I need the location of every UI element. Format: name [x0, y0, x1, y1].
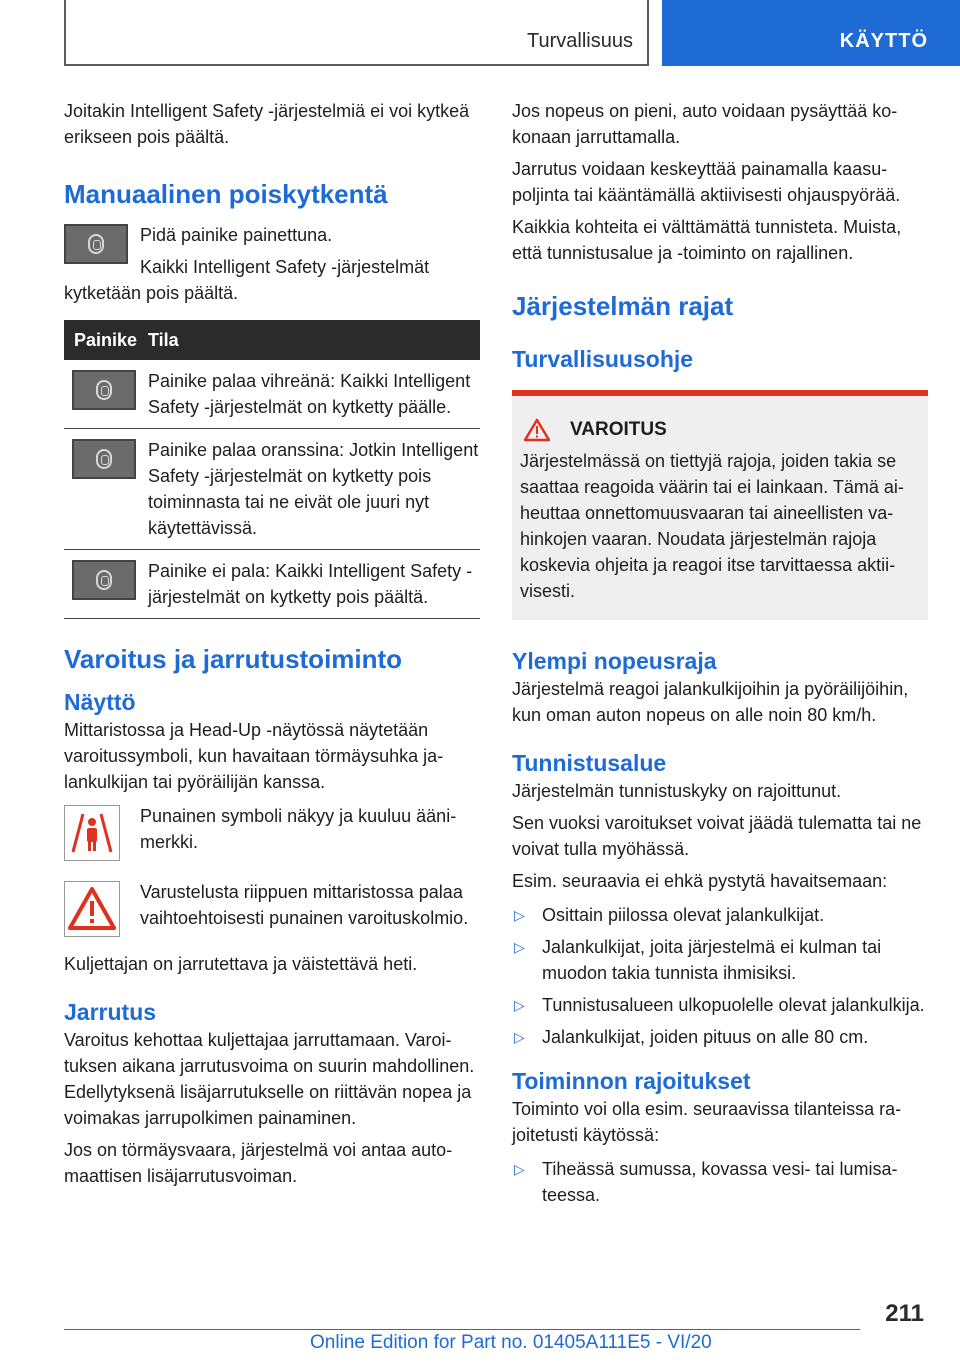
triangle-symbol-row	[64, 879, 480, 937]
right-column	[512, 98, 928, 1214]
table-row	[64, 360, 480, 429]
list-item: ▷ Osittain piilossa olevat jalankulkijat.	[512, 902, 928, 928]
header-section-title: Turvallisuus	[527, 30, 633, 52]
manual-heading: Manuaalinen poiskytkentä	[64, 179, 388, 209]
range-paragraph-2: Sen vuoksi varoitukset voivat jäädä tulematta tai ne voivat tulla myöhässä.	[512, 813, 922, 859]
pedestrian-symbol-row	[64, 803, 480, 861]
manual-line1: Pidä painike painettuna.	[140, 225, 333, 245]
table-cell-state: Painike palaa oranssina: Jotkin Intelligent Safety -järjestelmät on kytketty pois toiminnasta tai ne eivät ole juuri nyt käytettävissä.	[148, 429, 480, 550]
warning-triangle-icon	[64, 881, 120, 937]
button-green-icon	[72, 370, 136, 410]
triangle-right-icon: ▷	[514, 997, 525, 1013]
triangle-right-icon: ▷	[514, 1029, 525, 1045]
range-list	[512, 902, 928, 1050]
list-item: ▷ Jalankulkijat, joita järjestelmä ei kulman tai muodon takia tunnista ihmisiksi.	[512, 934, 928, 986]
warning-callout	[512, 390, 928, 620]
list-item: ▷ Jalankulkijat, joiden pituus on alle 80 cm.	[512, 1024, 928, 1050]
manual-line2: Kaikki Intelligent Safety -järjestelmät kytketään pois päältä.	[64, 257, 430, 303]
footer-rule	[64, 1329, 860, 1330]
footer-edition: Online Edition for Part no. 01405A111E5 - VI/20	[310, 1332, 712, 1353]
intro-paragraph: Joitakin Intelligent Safety -järjestelmiä ei voi kytkeä erikseen pois päältä.	[64, 101, 470, 147]
limits-heading: Järjestelmän rajat	[512, 291, 734, 321]
button-state-table	[64, 320, 480, 619]
low-speed-paragraph: Jos nopeus on pieni, auto voidaan pysäyttää kokonaan jarruttamalla.	[512, 101, 898, 147]
warning-title: VAROITUS	[570, 419, 667, 440]
header-chapter-title: KÄYTTÖ	[839, 30, 928, 52]
warning-brake-heading: Varoitus ja jarrutustoiminto	[64, 644, 403, 674]
list-item: ▷ Tunnistusalueen ulkopuolelle olevat jalankulkija.	[512, 992, 928, 1018]
symbol1-text: Punainen symboli näkyy ja kuuluu äänimerkki.	[140, 806, 457, 852]
brake-heading: Jarrutus	[64, 999, 157, 1025]
table-header-state: Tila	[148, 320, 480, 360]
button-off-icon	[72, 560, 136, 600]
header-chapter-tab	[662, 0, 960, 66]
manual-block	[64, 222, 480, 306]
driver-paragraph: Kuljettajan on jarrutettava ja väistettävä heti.	[64, 954, 418, 974]
symbol2-text: Varustelusta riippuen mittaristossa palaa vaihtoehtoisesti punainen varoituskolmio.	[140, 882, 469, 928]
warning-triangle-icon	[524, 418, 550, 442]
range-paragraph-3: Esim. seuraavia ei ehkä pystytä havaitsemaan:	[512, 871, 888, 891]
range-heading: Tunnistusalue	[512, 750, 667, 776]
speed-heading: Ylempi nopeusraja	[512, 648, 717, 674]
table-row	[64, 429, 480, 550]
triangle-right-icon: ▷	[514, 907, 525, 923]
display-paragraph: Mittaristossa ja Head-Up -näytössä näytetään varoitussymboli, kun havaitaan törmäysuhka jalankulkijan tai pyöräilijän kanssa.	[64, 720, 444, 792]
limit-list	[512, 1156, 928, 1208]
interrupt-paragraph: Jarrutus voidaan keskeyttää painamalla kaasupoljinta tai kääntämällä aktiivisesti ohjauspyörää.	[512, 159, 901, 205]
objects-paragraph: Kaikkia kohteita ei välttämättä tunnisteta. Muista, että tunnistusalue ja -toiminto on rajallinen.	[512, 217, 902, 263]
brake-paragraph-2: Jos on törmäysvaara, järjestelmä voi antaa automaattisen lisäjarrutusvoiman.	[64, 1140, 453, 1186]
triangle-right-icon: ▷	[514, 1161, 525, 1177]
safety-heading: Turvallisuusohje	[512, 346, 694, 372]
page-number: 211	[885, 1300, 924, 1327]
triangle-right-icon: ▷	[514, 939, 525, 955]
limit-heading: Toiminnon rajoitukset	[512, 1068, 751, 1094]
header-section-box	[64, 0, 649, 66]
table-header-button: Painike	[64, 320, 148, 360]
brake-paragraph-1: Varoitus kehottaa kuljettajaa jarruttamaan. Varoituksen aikana jarrutusvoima on suurin mahdollinen. Edellytyksenä lisäjarrutukselle on riittävän nopea ja voimakas jarrupolkimen painaminen.	[64, 1030, 475, 1128]
table-cell-state: Painike ei pala: Kaikki Intelligent Safety -järjestelmät on kytketty pois päältä.	[148, 550, 480, 619]
speed-paragraph: Järjestelmä reagoi jalankulkijoihin ja pyöräilijöihin, kun oman auton nopeus on alle noin 80 km/h.	[512, 679, 909, 725]
table-row	[64, 550, 480, 619]
table-cell-state: Painike palaa vihreänä: Kaikki Intelligent Safety -järjestelmät on kytketty päälle.	[148, 360, 480, 429]
list-item: ▷ Tiheässä sumussa, kovassa vesi- tai lumisateessa.	[512, 1156, 928, 1208]
pedestrian-warning-icon	[64, 805, 120, 861]
warning-text: Järjestelmässä on tiettyjä rajoja, joiden takia se saattaa reagoida väärin tai ei lainkaan. Tämä aiheuttaa onnettomuusvaaran tai aineellisten vahinkojen vaaran. Noudata järjestelmän rajoja koskevia ohjeita ja reagoi itse tarvittaessa aktiivisesti.	[520, 451, 904, 601]
limit-paragraph: Toiminto voi olla esim. seuraavissa tilanteissa rajoitetusti käytössä:	[512, 1099, 902, 1145]
intelligent-safety-button-icon	[64, 224, 128, 264]
range-paragraph-1: Järjestelmän tunnistuskyky on rajoittunut.	[512, 781, 842, 801]
display-heading: Näyttö	[64, 689, 136, 715]
left-column	[64, 98, 480, 1195]
button-orange-icon	[72, 439, 136, 479]
